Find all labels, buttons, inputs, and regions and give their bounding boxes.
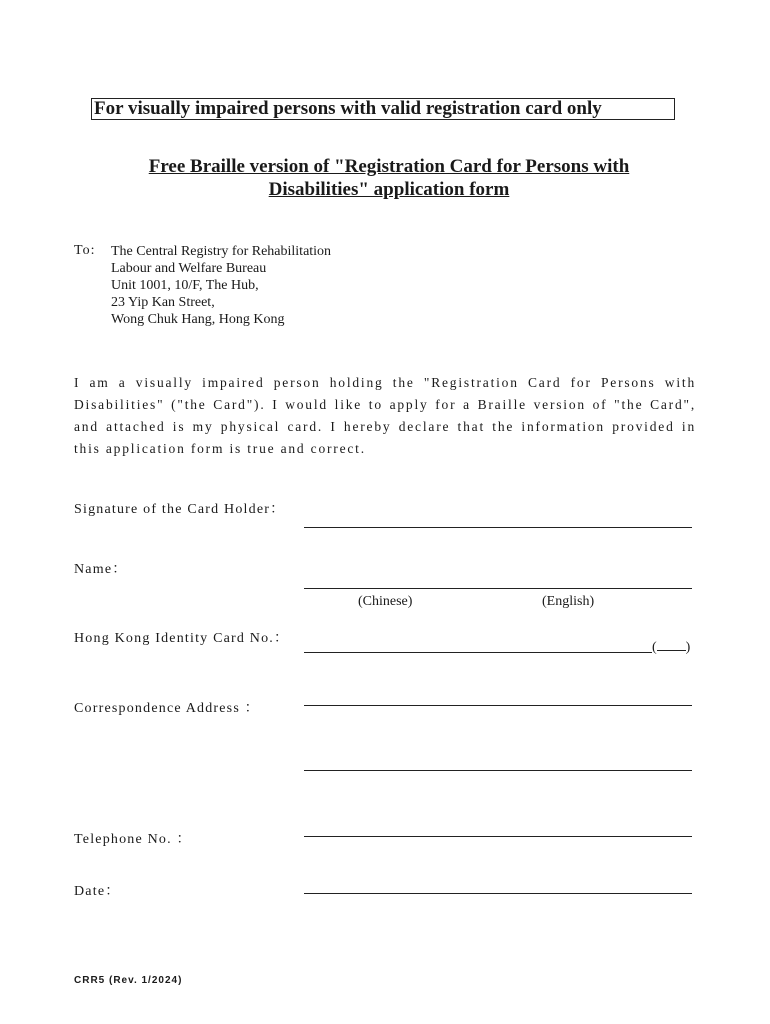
address-line: The Central Registry for Rehabilitation (111, 244, 332, 259)
name-line[interactable] (304, 588, 692, 589)
recipient-address (111, 243, 331, 328)
signature-line[interactable] (304, 527, 692, 528)
date-label: Date： (74, 884, 121, 899)
hkid-label: Hong Kong Identity Card No.： (74, 631, 290, 646)
telephone-line[interactable] (304, 836, 692, 837)
address-line-2[interactable] (304, 770, 692, 771)
hkid-open-paren: ( (652, 640, 657, 655)
form-title-line-2: Disabilities" application form (268, 179, 510, 200)
address-line: Wong Chuk Hang, Hong Kong (111, 312, 285, 327)
declaration-text: I am a visually impaired person holding the "Registration Card for Persons with Disabilities" ("the Card"). I would like to apply for a Braille version of "the Card", and attached is my physical card. I hereby declare that the information provided in this application form is true and correct. (74, 375, 696, 456)
telephone-label: Telephone No. ： (74, 832, 192, 847)
date-line[interactable] (304, 893, 692, 894)
form-title-line-1: Free Braille version of "Registration Card for Persons with (148, 156, 630, 177)
eligibility-banner: For visually impaired persons with valid registration card only (91, 98, 675, 120)
hkid-check-blank (657, 638, 686, 651)
form-reference: CRR5 (Rev. 1/2024) (74, 975, 183, 986)
hkid-check-digit[interactable] (652, 638, 690, 656)
form-title (80, 155, 698, 201)
hkid-line[interactable] (304, 652, 652, 653)
name-english-caption: (English) (542, 594, 595, 609)
to-label: To: (74, 243, 96, 258)
address-line: Unit 1001, 10/F, The Hub, (111, 278, 259, 293)
signature-label: Signature of the Card Holder： (74, 502, 286, 517)
address-line: 23 Yip Kan Street, (111, 295, 215, 310)
hkid-close-paren: ) (685, 640, 691, 655)
name-label: Name： (74, 562, 128, 577)
address-label: Correspondence Address ： (74, 701, 260, 716)
name-chinese-caption: (Chinese) (358, 594, 413, 609)
address-line-1[interactable] (304, 705, 692, 706)
address-line: Labour and Welfare Bureau (111, 261, 267, 276)
